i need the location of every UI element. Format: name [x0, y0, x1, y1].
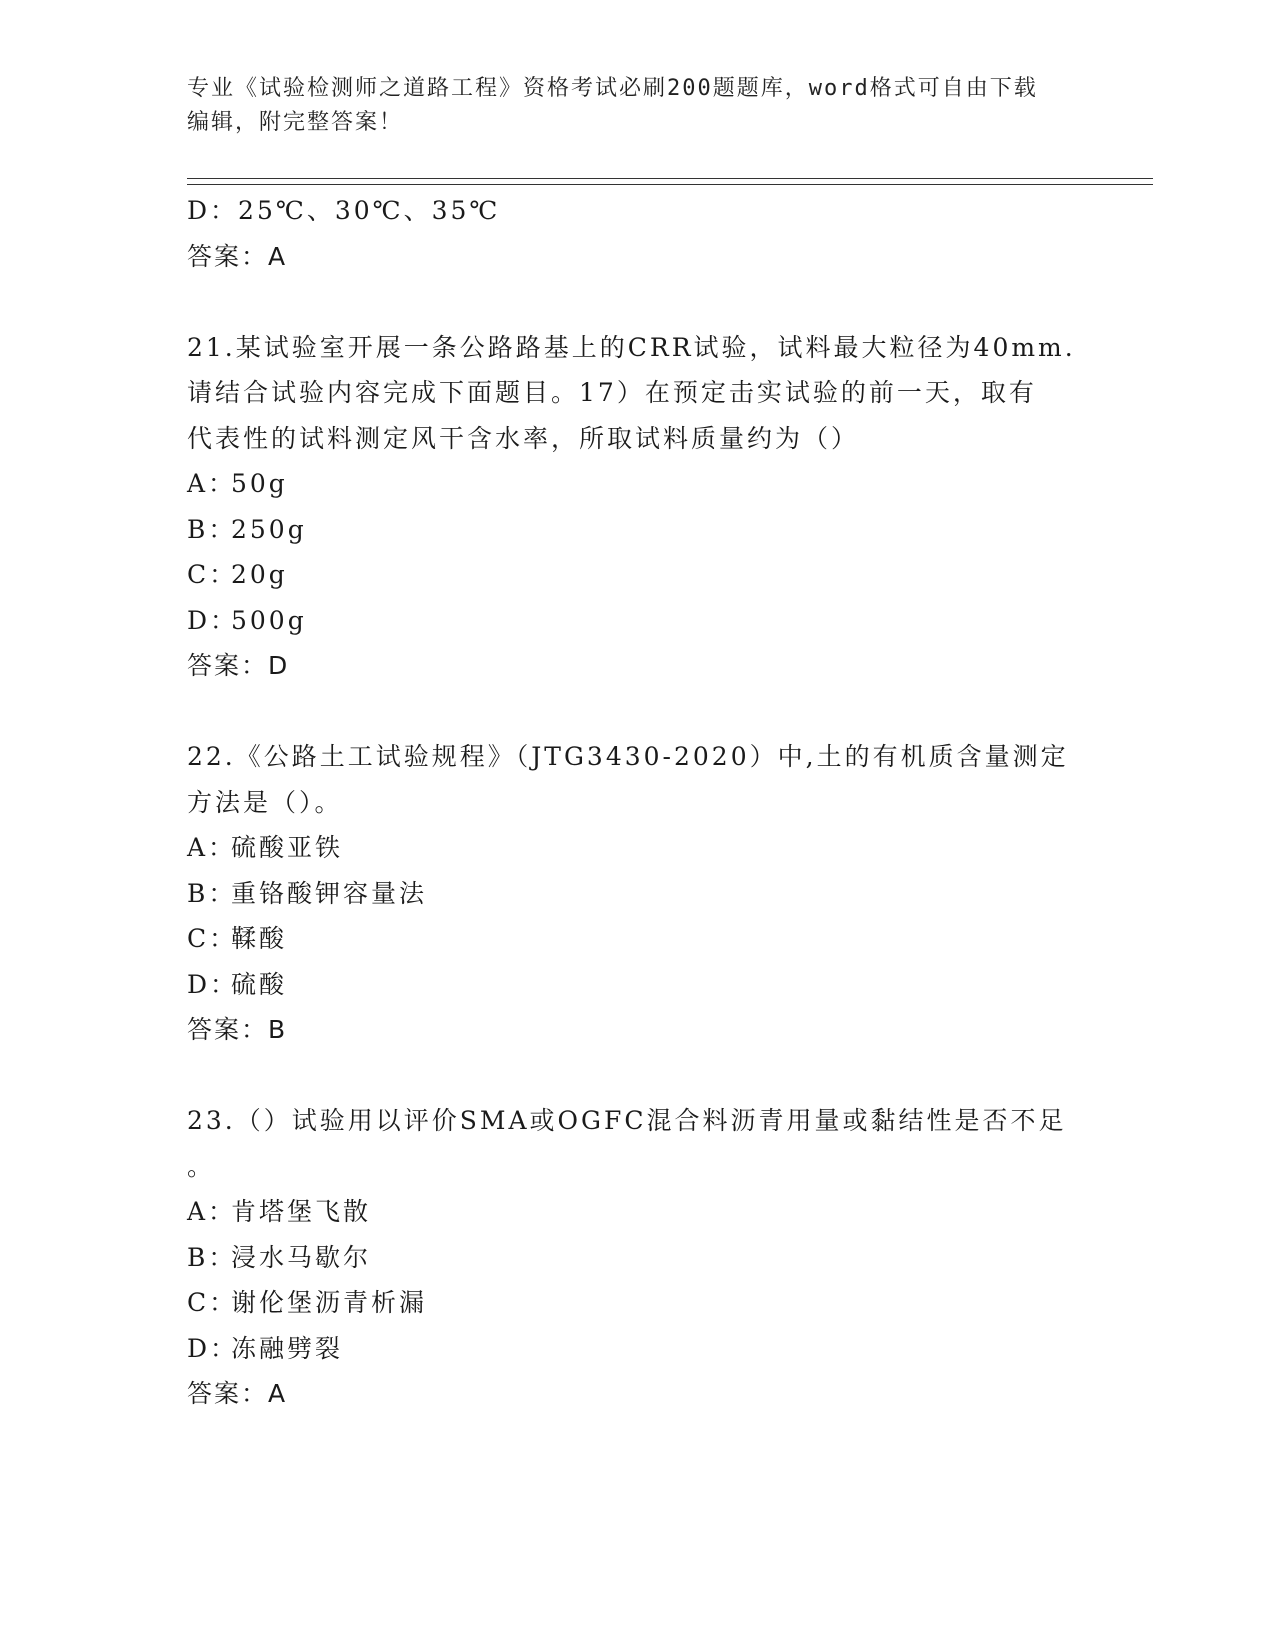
option-key: D：: [187, 605, 239, 635]
header-divider: [187, 178, 1153, 185]
option-key: C：: [187, 560, 238, 589]
option-b: [187, 1235, 1087, 1281]
question-23: [187, 1098, 1087, 1417]
option-text: 硫酸亚铁: [231, 833, 344, 862]
option-c: [187, 916, 1087, 962]
question-stem-line: 22.《公路土工试验规程》（JTG3430-2020）中,土的有机质含量测定: [187, 742, 1069, 771]
option-key: C：: [187, 924, 238, 953]
option-key: D：: [187, 1333, 239, 1363]
option-key: B：: [187, 1242, 237, 1272]
option-key: A：: [187, 1197, 237, 1226]
answer: 答案：A: [187, 1379, 288, 1408]
spacer: [187, 1053, 1087, 1099]
option-b: [187, 871, 1087, 917]
header-line-2: 编辑，附完整答案！: [187, 110, 404, 135]
option-text: 肯塔堡飞散: [231, 1197, 372, 1226]
option-key: D：: [187, 969, 239, 999]
option-d: [187, 962, 1087, 1008]
option-text: 500g: [231, 605, 307, 635]
option-text: 250g: [231, 514, 307, 544]
option-text: 冻融劈裂: [231, 1333, 344, 1363]
question-22: [187, 734, 1087, 1053]
option-b: [187, 507, 1087, 553]
option-key: A：: [187, 833, 237, 862]
carryover-answer: 答案：A: [187, 241, 288, 271]
carryover-option-d: D：25℃、30℃、35℃: [187, 196, 501, 225]
page-header: [187, 72, 1067, 140]
question-stem-line: 代表性的试料测定风干含水率，所取试料质量约为（）: [187, 423, 860, 453]
spacer: [187, 279, 1087, 325]
option-key: C：: [187, 1288, 238, 1317]
option-a: [187, 1189, 1087, 1235]
option-a: [187, 825, 1087, 871]
option-text: 20g: [231, 560, 288, 589]
option-key: B：: [187, 878, 237, 908]
question-stem-line: 请结合试验内容完成下面题目。17）在预定击实试验的前一天，取有: [187, 378, 1037, 407]
option-text: 重铬酸钾容量法: [231, 878, 428, 908]
option-c: [187, 1280, 1087, 1326]
option-d: [187, 1326, 1087, 1372]
option-a: [187, 461, 1087, 507]
option-key: B：: [187, 514, 237, 544]
option-text: 50g: [231, 469, 288, 498]
question-stem-line: 。: [187, 1151, 216, 1181]
question-21: [187, 325, 1087, 689]
answer: 答案：B: [187, 1015, 288, 1044]
spacer: [187, 689, 1087, 735]
option-text: 鞣酸: [231, 924, 288, 953]
question-stem-line: 23.（）试验用以评价SMA或OGFC混合料沥青用量或黏结性是否不足: [187, 1106, 1067, 1135]
option-c: [187, 552, 1087, 598]
question-stem-line: 方法是（）。: [187, 787, 343, 817]
option-text: 谢伦堡沥青析漏: [231, 1288, 428, 1317]
option-key: A：: [187, 469, 237, 498]
option-text: 浸水马歇尔: [231, 1242, 372, 1272]
header-line-1: 专业《试验检测师之道路工程》资格考试必刷200题题库，word格式可自由下载: [187, 76, 1038, 101]
document-body: [187, 188, 1087, 1417]
question-stem-line: 21.某试验室开展一条公路路基上的CRR试验，试料最大粒径为40mm.: [187, 332, 1076, 362]
option-d: [187, 598, 1087, 644]
option-text: 硫酸: [231, 969, 288, 999]
answer: 答案：D: [187, 651, 290, 680]
